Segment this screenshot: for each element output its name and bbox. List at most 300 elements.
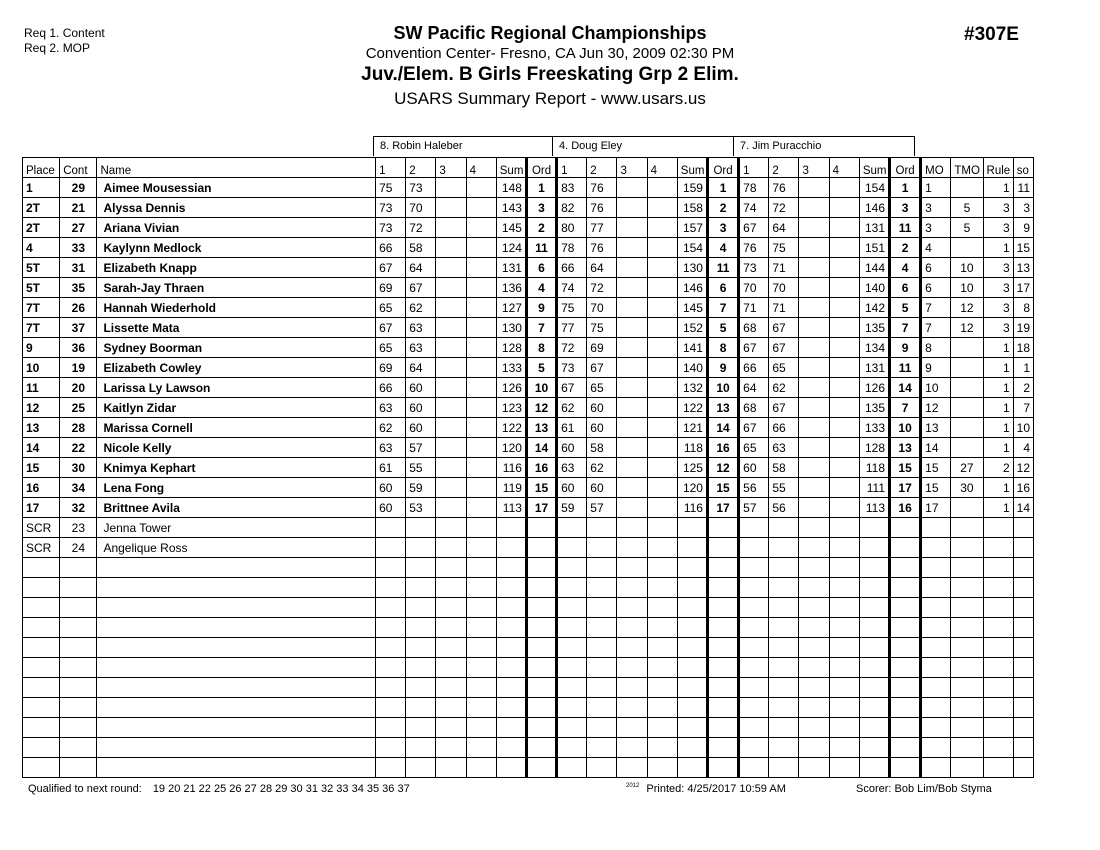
mo-cell	[921, 638, 951, 658]
skater-name	[97, 638, 376, 658]
score-cell	[376, 618, 406, 638]
table-row	[23, 418, 1034, 438]
so-cell: 18	[1013, 338, 1033, 358]
tmo-cell	[951, 238, 983, 258]
score-cell: 65	[376, 338, 406, 358]
so-cell: 7	[1013, 398, 1033, 418]
ordinal-cell: 15	[707, 478, 738, 498]
score-cell	[406, 518, 436, 538]
skater-name: Elizabeth Cowley	[97, 358, 376, 378]
score-cell	[376, 518, 406, 538]
ordinal-cell: 5	[890, 298, 921, 318]
score-cell	[406, 678, 436, 698]
score-cell: 60	[557, 438, 587, 458]
score-cell	[376, 598, 406, 618]
score-cell	[799, 498, 829, 518]
sum-cell	[677, 678, 707, 698]
sum-cell	[677, 578, 707, 598]
score-cell: 65	[739, 438, 769, 458]
sum-cell	[859, 558, 889, 578]
score-cell	[617, 578, 647, 598]
skater-name: Nicole Kelly	[97, 438, 376, 458]
score-cell	[376, 678, 406, 698]
skater-name: Kaylynn Medlock	[97, 238, 376, 258]
mo-cell: 10	[921, 378, 951, 398]
score-cell	[376, 658, 406, 678]
score-cell: 60	[406, 378, 436, 398]
col-header-rule: Rule	[983, 158, 1013, 178]
skater-name: Larissa Ly Lawson	[97, 378, 376, 398]
score-cell: 56	[739, 478, 769, 498]
place-cell: 9	[23, 338, 60, 358]
tmo-cell	[951, 438, 983, 458]
score-cell	[617, 658, 647, 678]
cont-cell: 34	[60, 478, 97, 498]
sum-cell	[496, 578, 526, 598]
ordinal-cell	[526, 618, 556, 638]
score-cell	[617, 758, 647, 778]
score-cell	[436, 658, 466, 678]
score-cell	[466, 318, 496, 338]
score-cell	[617, 498, 647, 518]
score-cell	[406, 638, 436, 658]
rule-cell	[983, 538, 1013, 558]
score-cell	[587, 618, 617, 638]
score-cell	[739, 618, 769, 638]
score-cell	[587, 638, 617, 658]
mo-cell: 1	[921, 178, 951, 198]
score-cell	[436, 718, 466, 738]
score-cell: 66	[557, 258, 587, 278]
score-cell	[769, 678, 799, 698]
score-cell	[376, 638, 406, 658]
score-cell	[587, 698, 617, 718]
sum-cell: 144	[859, 258, 889, 278]
judge-2-col-header: Sum	[677, 158, 707, 178]
skater-name: Lena Fong	[97, 478, 376, 498]
table-row	[23, 398, 1034, 418]
score-cell: 75	[376, 178, 406, 198]
score-cell: 59	[557, 498, 587, 518]
ordinal-cell: 6	[890, 278, 921, 298]
score-cell: 71	[769, 258, 799, 278]
judge-3-col-header: 3	[799, 158, 829, 178]
score-cell: 80	[557, 218, 587, 238]
sum-cell: 148	[496, 178, 526, 198]
table-row	[23, 538, 1034, 558]
mo-cell	[921, 558, 951, 578]
score-cell	[799, 218, 829, 238]
score-cell: 66	[739, 358, 769, 378]
score-cell	[799, 598, 829, 618]
ordinal-cell: 15	[890, 458, 921, 478]
sum-cell	[496, 678, 526, 698]
place-cell	[23, 618, 60, 638]
score-cell	[466, 218, 496, 238]
tmo-cell	[951, 698, 983, 718]
score-cell: 57	[406, 438, 436, 458]
sum-cell: 130	[496, 318, 526, 338]
ordinal-cell: 17	[890, 478, 921, 498]
score-cell	[376, 738, 406, 758]
skater-name	[97, 558, 376, 578]
rule-cell	[983, 558, 1013, 578]
score-cell	[617, 698, 647, 718]
blank-row	[23, 738, 1034, 758]
score-cell	[557, 698, 587, 718]
score-cell	[647, 498, 677, 518]
score-cell	[799, 638, 829, 658]
sum-cell	[496, 738, 526, 758]
score-cell	[829, 378, 859, 398]
rule-cell: 1	[983, 178, 1013, 198]
score-cell	[466, 638, 496, 658]
ordinal-cell: 5	[707, 318, 738, 338]
score-cell	[376, 698, 406, 718]
score-cell	[617, 518, 647, 538]
mo-cell: 15	[921, 458, 951, 478]
mo-cell: 6	[921, 258, 951, 278]
event-name: Juv./Elem. B Girls Freeskating Grp 2 Elim.	[361, 64, 739, 85]
table-row	[23, 198, 1034, 218]
score-cell: 78	[557, 238, 587, 258]
sum-cell	[677, 538, 707, 558]
ordinal-cell: 3	[526, 198, 556, 218]
score-cell	[647, 318, 677, 338]
col-header-place: Place	[23, 158, 60, 178]
mo-cell	[921, 758, 951, 778]
rule-cell: 3	[983, 278, 1013, 298]
skater-name: Hannah Wiederhold	[97, 298, 376, 318]
score-cell	[617, 618, 647, 638]
score-cell	[466, 498, 496, 518]
col-header-cont: Cont	[60, 158, 97, 178]
ordinal-cell: 11	[890, 358, 921, 378]
score-cell	[436, 278, 466, 298]
score-cell	[617, 378, 647, 398]
score-cell	[617, 198, 647, 218]
printed-line	[626, 783, 786, 795]
score-cell: 67	[769, 338, 799, 358]
cont-cell: 21	[60, 198, 97, 218]
venue-line: Convention Center- Fresno, CA Jun 30, 2009 02:30 PM	[365, 45, 735, 62]
score-cell	[587, 518, 617, 538]
skater-name	[97, 618, 376, 638]
score-cell	[647, 678, 677, 698]
ordinal-cell: 7	[890, 318, 921, 338]
rule-cell: 1	[983, 478, 1013, 498]
place-cell	[23, 738, 60, 758]
score-cell	[799, 318, 829, 338]
results-body	[23, 178, 1034, 778]
score-cell	[466, 458, 496, 478]
so-cell	[1013, 738, 1033, 758]
score-cell	[466, 738, 496, 758]
score-cell	[829, 698, 859, 718]
sum-cell: 125	[677, 458, 707, 478]
score-cell	[799, 578, 829, 598]
score-cell	[647, 618, 677, 638]
score-cell: 65	[769, 358, 799, 378]
sum-cell: 133	[859, 418, 889, 438]
score-cell: 63	[406, 318, 436, 338]
score-cell	[829, 398, 859, 418]
place-cell	[23, 758, 60, 778]
score-cell: 60	[406, 398, 436, 418]
score-cell: 67	[557, 378, 587, 398]
column-header-row	[23, 158, 1034, 178]
ordinal-cell: 17	[707, 498, 738, 518]
ordinal-cell: 5	[526, 358, 556, 378]
score-cell	[466, 518, 496, 538]
ordinal-cell	[890, 658, 921, 678]
sum-cell	[496, 658, 526, 678]
ordinal-cell: 17	[526, 498, 556, 518]
mo-cell	[921, 698, 951, 718]
judge-2-col-header: 1	[557, 158, 587, 178]
sum-cell	[496, 598, 526, 618]
score-cell	[617, 278, 647, 298]
score-cell: 72	[769, 198, 799, 218]
table-row	[23, 178, 1034, 198]
score-cell	[739, 738, 769, 758]
score-cell: 67	[769, 398, 799, 418]
rule-cell: 1	[983, 418, 1013, 438]
so-cell	[1013, 578, 1033, 598]
rule-cell	[983, 518, 1013, 538]
score-cell	[617, 398, 647, 418]
score-cell: 75	[557, 298, 587, 318]
ordinal-cell: 13	[890, 438, 921, 458]
ordinal-cell	[707, 718, 738, 738]
tmo-cell	[951, 718, 983, 738]
place-cell: 5T	[23, 278, 60, 298]
rule-cell: 3	[983, 198, 1013, 218]
ordinal-cell	[707, 518, 738, 538]
place-cell: 17	[23, 498, 60, 518]
judge-headers	[373, 136, 915, 156]
score-cell	[829, 458, 859, 478]
skater-name: Lissette Mata	[97, 318, 376, 338]
score-cell: 61	[557, 418, 587, 438]
score-cell	[799, 738, 829, 758]
score-cell	[436, 258, 466, 278]
score-cell: 66	[769, 418, 799, 438]
score-cell: 76	[739, 238, 769, 258]
sum-cell: 126	[496, 378, 526, 398]
sum-cell: 154	[859, 178, 889, 198]
cont-cell	[60, 558, 97, 578]
cont-cell: 32	[60, 498, 97, 518]
sum-cell: 122	[496, 418, 526, 438]
score-cell	[799, 358, 829, 378]
tmo-cell	[951, 538, 983, 558]
score-cell	[739, 598, 769, 618]
score-cell	[799, 298, 829, 318]
score-cell: 58	[769, 458, 799, 478]
score-cell: 60	[376, 498, 406, 518]
score-cell	[799, 658, 829, 678]
cont-cell: 22	[60, 438, 97, 458]
ordinal-cell	[707, 738, 738, 758]
score-cell	[799, 558, 829, 578]
score-cell	[406, 618, 436, 638]
so-cell: 3	[1013, 198, 1033, 218]
rule-cell	[983, 638, 1013, 658]
score-cell	[406, 698, 436, 718]
ordinal-cell: 14	[890, 378, 921, 398]
score-cell	[436, 558, 466, 578]
score-cell	[436, 238, 466, 258]
ordinal-cell	[526, 598, 556, 618]
score-cell	[436, 698, 466, 718]
score-cell: 70	[587, 298, 617, 318]
judge-3-col-header: 1	[739, 158, 769, 178]
score-cell: 77	[587, 218, 617, 238]
score-cell	[769, 538, 799, 558]
sum-cell: 132	[677, 378, 707, 398]
ordinal-cell	[526, 558, 556, 578]
sum-cell: 113	[496, 498, 526, 518]
score-cell: 66	[376, 378, 406, 398]
sum-cell	[496, 758, 526, 778]
place-cell: SCR	[23, 538, 60, 558]
score-cell	[557, 678, 587, 698]
skater-name: Brittnee Avila	[97, 498, 376, 518]
rule-cell: 3	[983, 318, 1013, 338]
score-cell	[436, 478, 466, 498]
score-cell	[557, 578, 587, 598]
score-cell	[587, 758, 617, 778]
judge-3-name: 7. Jim Puracchio	[734, 136, 915, 156]
sum-cell	[677, 638, 707, 658]
cont-cell: 33	[60, 238, 97, 258]
ordinal-cell: 4	[526, 278, 556, 298]
score-cell: 69	[376, 358, 406, 378]
judge-1-col-header: 4	[466, 158, 496, 178]
ordinal-cell	[526, 698, 556, 718]
sum-cell: 146	[677, 278, 707, 298]
place-cell: 5T	[23, 258, 60, 278]
score-cell	[436, 518, 466, 538]
sum-cell: 128	[859, 438, 889, 458]
tmo-cell	[951, 738, 983, 758]
score-cell	[799, 518, 829, 538]
cont-cell: 28	[60, 418, 97, 438]
score-cell	[617, 338, 647, 358]
ordinal-cell	[707, 678, 738, 698]
skater-name: Elizabeth Knapp	[97, 258, 376, 278]
tmo-cell	[951, 358, 983, 378]
cont-cell: 23	[60, 518, 97, 538]
score-cell: 76	[587, 178, 617, 198]
score-cell	[436, 618, 466, 638]
score-cell	[436, 358, 466, 378]
ordinal-cell: 14	[526, 438, 556, 458]
score-cell	[769, 698, 799, 718]
place-cell: 10	[23, 358, 60, 378]
score-cell	[647, 258, 677, 278]
score-cell	[406, 658, 436, 678]
score-cell	[557, 518, 587, 538]
ordinal-cell: 11	[890, 218, 921, 238]
score-cell: 55	[769, 478, 799, 498]
table-row	[23, 278, 1034, 298]
score-cell	[739, 638, 769, 658]
score-cell	[587, 658, 617, 678]
score-cell: 57	[739, 498, 769, 518]
score-cell: 67	[739, 338, 769, 358]
sum-cell: 118	[859, 458, 889, 478]
blank-row	[23, 758, 1034, 778]
sum-cell: 157	[677, 218, 707, 238]
cont-cell	[60, 738, 97, 758]
judge-2-name: 4. Doug Eley	[553, 136, 734, 156]
skater-name: Jenna Tower	[97, 518, 376, 538]
rule-cell: 3	[983, 258, 1013, 278]
score-cell	[617, 458, 647, 478]
score-cell	[647, 538, 677, 558]
table-row	[23, 318, 1034, 338]
score-cell	[829, 438, 859, 458]
ordinal-cell	[890, 518, 921, 538]
skater-name: Angelique Ross	[97, 538, 376, 558]
ordinal-cell: 10	[890, 418, 921, 438]
sum-cell: 131	[859, 218, 889, 238]
sum-cell: 124	[496, 238, 526, 258]
score-cell: 83	[557, 178, 587, 198]
score-cell: 77	[557, 318, 587, 338]
ordinal-cell	[526, 678, 556, 698]
score-cell	[769, 638, 799, 658]
score-cell	[436, 418, 466, 438]
sum-cell: 127	[496, 298, 526, 318]
score-cell	[647, 718, 677, 738]
score-cell: 67	[587, 358, 617, 378]
ordinal-cell	[707, 538, 738, 558]
score-cell	[769, 738, 799, 758]
sum-cell	[496, 558, 526, 578]
sum-cell: 134	[859, 338, 889, 358]
score-cell: 70	[739, 278, 769, 298]
tmo-cell	[951, 518, 983, 538]
mo-cell	[921, 678, 951, 698]
place-cell: 16	[23, 478, 60, 498]
score-cell: 74	[557, 278, 587, 298]
blank-row	[23, 618, 1034, 638]
score-cell	[617, 558, 647, 578]
place-cell: 11	[23, 378, 60, 398]
qualified-label: Qualified to next round:	[28, 783, 142, 795]
score-cell	[647, 458, 677, 478]
rule-cell: 1	[983, 398, 1013, 418]
score-cell	[436, 598, 466, 618]
score-cell: 72	[557, 338, 587, 358]
event-number: #307E	[964, 24, 1019, 45]
ordinal-cell	[890, 758, 921, 778]
score-cell	[436, 298, 466, 318]
ordinal-cell: 12	[526, 398, 556, 418]
score-cell	[739, 718, 769, 738]
score-cell	[466, 538, 496, 558]
cont-cell	[60, 678, 97, 698]
score-cell: 70	[406, 198, 436, 218]
score-cell	[799, 538, 829, 558]
score-cell: 70	[769, 278, 799, 298]
score-cell: 68	[739, 318, 769, 338]
score-cell	[829, 758, 859, 778]
cont-cell: 19	[60, 358, 97, 378]
